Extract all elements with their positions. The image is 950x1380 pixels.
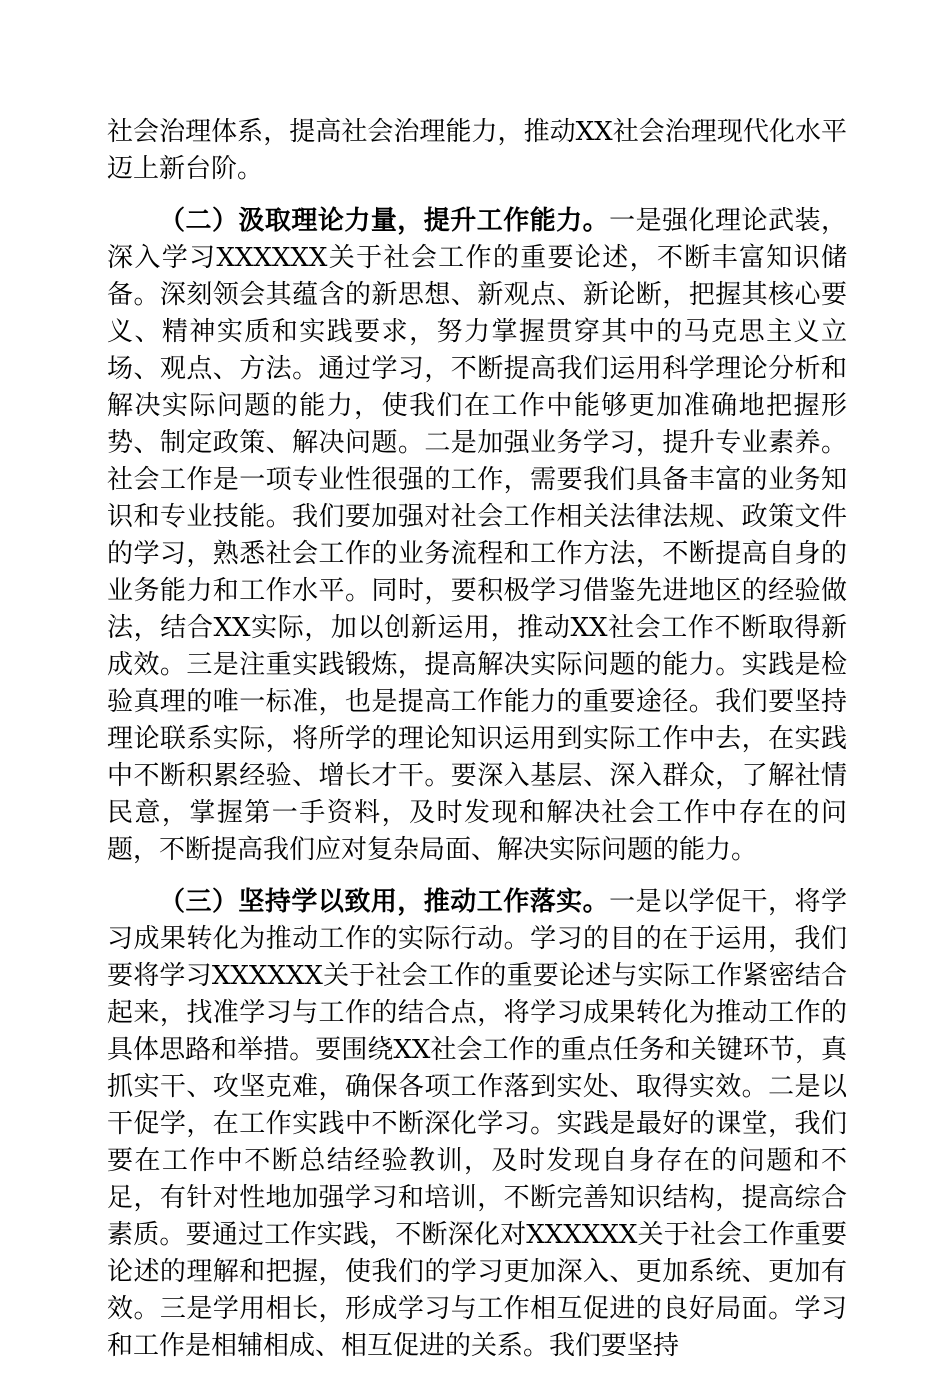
paragraph-section-2 — [107, 203, 847, 869]
paragraph-text: 一是以学促干，将学习成果转化为推动工作的实际行动。学习的目的在于运用，我们要将学习XXXXXX关于社会工作的重要论述与实际工作紧密结合起来，找准学习与工作的结合点，将学习成果转化为推动工作的具体思路和举措。要围绕XX社会工作的重点任务和关键环节，真抓实干、攻坚克难，确保各项工作落到实处、取得实效。二是以干促学，在工作实践中不断深化学习。实践是最好的课堂，我们要在工作中不断总结经验教训，及时发现自身存在的问题和不足，有针对性地加强学习和培训，不断完善知识结构，提高综合素质。要通过工作实践，不断深化对XXXXXX关于社会工作重要论述的理解和把握，使我们的学习更加深入、更加系统、更加有效。三是学用相长，形成学习与工作相互促进的良好局面。学习和工作是相辅相成、相互促进的关系。我们要坚持 — [107, 887, 847, 1361]
paragraph-text: 社会治理体系，提高社会治理能力，推动XX社会治理现代化水平迈上新台阶。 — [107, 117, 847, 184]
section-heading: （二）汲取理论力量，提升工作能力。 — [159, 206, 610, 236]
paragraph-continuation — [107, 114, 847, 188]
section-heading: （三）坚持学以致用，推动工作落实。 — [159, 887, 610, 917]
paragraph-section-3 — [107, 884, 847, 1365]
paragraph-text: 一是强化理论武装，深入学习XXXXXX关于社会工作的重要论述，不断丰富知识储备。深刻领会其蕴含的新思想、新观点、新论断，把握其核心要义、精神实质和实践要求，努力掌握贯穿其中的马克思主义立场、观点、方法。通过学习，不断提高我们运用科学理论分析和解决实际问题的能力，使我们在工作中能够更加准确地把握形势、制定政策、解决问题。二是加强业务学习，提升专业素养。社会工作是一项专业性很强的工作，需要我们具备丰富的业务知识和专业技能。我们要加强对社会工作相关法律法规、政策文件的学习，熟悉社会工作的业务流程和工作方法，不断提高自身的业务能力和工作水平。同时，要积极学习借鉴先进地区的经验做法，结合XX实际，加以创新运用，推动XX社会工作不断取得新成效。三是注重实践锻炼，提高解决实际问题的能力。实践是检验真理的唯一标准，也是提高工作能力的重要途径。我们要坚持理论联系实际，将所学的理论知识运用到实际工作中去，在实践中不断积累经验、增长才干。要深入基层、深入群众，了解社情民意，掌握第一手资料，及时发现和解决社会工作中存在的问题，不断提高我们应对复杂局面、解决实际问题的能力。 — [107, 206, 847, 865]
document-body — [107, 114, 847, 1380]
